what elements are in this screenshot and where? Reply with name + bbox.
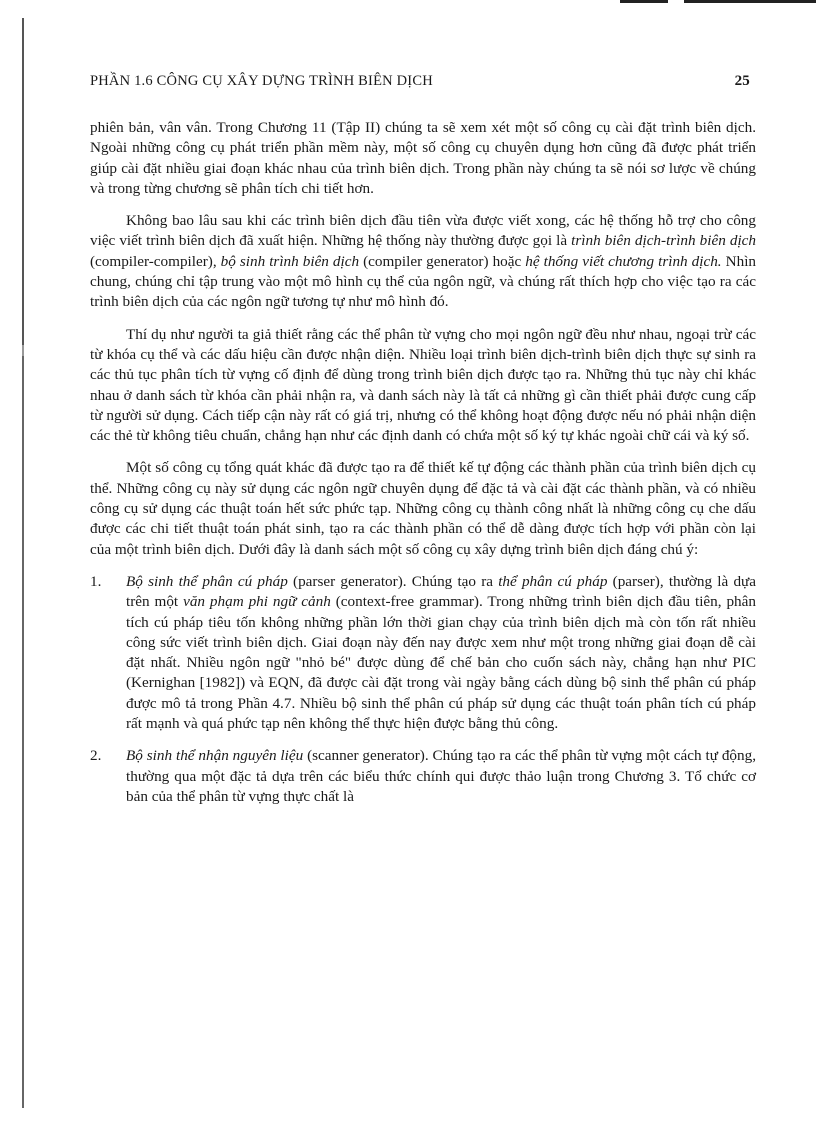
term-compiler-generator: bộ sinh trình biên dịch (220, 252, 360, 270)
paragraph-3: Thí dụ như người ta giả thiết rằng các thể phân từ vựng cho mọi ngôn ngữ đều như nhau, ngoại trừ các từ khóa cụ thể và các dấu hiệu cần được nhận diện. Nhiều loại trình biên dịch-trình biên dịch thực sự sinh ra các thủ tục phân tích từ vựng cố định để dùng trong trình biên dịch được tạo ra. Những thủ tục này chỉ khác nhau ở danh sách từ khóa cần phải nhận ra, và danh sách này là tất cả những gì cần thiết phải được cung cấp từ người sử dụng. Cách tiếp cận này rất có giá trị, nhưng có thể không hoạt động được nếu nó phải nhận diện các thẻ từ không tiêu chuẩn, chẳng hạn như các định danh có chứa một số ký tự khác ngoài chữ cái và ký số. (90, 325, 756, 445)
term-parser: thể phân cú pháp (498, 572, 608, 590)
term-translator-writing-system: hệ thống viết chương trình dịch. (525, 252, 722, 270)
paragraph-4: Một số công cụ tổng quát khác đã được tạo ra để thiết kế tự động các thành phần của trình biên dịch cụ thể. Những công cụ này sử dụng các ngôn ngữ chuyên dụng để đặc tả và cài đặt các thành phần, và có nhiều công cụ sử dụng các thuật toán hết sức phức tạp. Những công cụ thành công nhất là những công cụ che dấu được các chi tiết thuật toán phát sinh, tạo ra các thành phần có thể dễ dàng được tích hợp với phần còn lại của một trình biên dịch. Dưới đây là danh sách một số công cụ xây dựng trình biên dịch đáng chú ý: (90, 459, 756, 558)
term-context-free-grammar: văn phạm phi ngữ cảnh (183, 593, 331, 611)
scan-binding-edge (22, 18, 24, 1108)
tool-list (90, 572, 756, 807)
term-parser-generator: Bộ sinh thể phân cú pháp (126, 572, 288, 590)
list-item-number: 2. (90, 747, 102, 765)
scan-top-mark (620, 0, 668, 3)
term-compiler-compiler: trình biên dịch-trình biên dịch (571, 232, 756, 250)
list-item: 1. Bộ sinh thể phân cú pháp (parser generator). Chúng tạo ra thể phân cú pháp (parser), thường là dựa trên một văn phạm phi ngữ cảnh (context-free grammar). Trong những trình biên dịch đầu tiên, phân tích cú pháp tiêu tốn không những phần lớn thời gian chạy của trình biên dịch mà còn tốn rất nhiều công sức viết trình biên dịch. Giai đoạn này đến nay được xem như một trong những giai đoạn dễ cài đặt nhất. Nhiều ngôn ngữ "nhỏ bé" được dùng để chế bản cho cuốn sách này, chẳng hạn như PIC (Kernighan [1982]) và EQN, đã được cài đặt trong vài ngày bằng cách dùng bộ sinh thể phân cú pháp được mô tả trong Phần 4.7. Nhiều bộ sinh thể phân cú pháp sử dụng các thuật toán phân tích cú pháp rất mạnh và quá phức tạp nên không thể thực hiện được bằng thủ công. (90, 572, 757, 733)
page-body (90, 118, 756, 819)
list-item: 2. Bộ sinh thể nhận nguyên liệu (scanner generator). Chúng tạo ra các thể phân từ vựng một cách tự động, thường qua một đặc tả dựa trên các biểu thức chính qui được thảo luận trong Chương 3. Tổ chức cơ bản của thể phân từ vựng thực chất là (90, 747, 756, 805)
running-header (90, 73, 750, 90)
scan-top-mark (684, 0, 816, 3)
term-scanner-generator: Bộ sinh thể nhận nguyên liệu (126, 747, 304, 765)
paragraph-1: phiên bản, vân vân. Trong Chương 11 (Tập II) chúng ta sẽ xem xét một số công cụ cài đặt trình biên dịch. Ngoài những công cụ phát triển phần mềm này, một số công cụ chuyên dụng hơn cũng đã được phát triển giúp cài đặt nhiều giai đoạn khác nhau của trình biên dịch. Trong phần này chúng ta sẽ nói sơ lược về chúng và trong từng chương sẽ phân tích chi tiết hơn. (90, 119, 756, 197)
paragraph-2: Không bao lâu sau khi các trình biên dịch đầu tiên vừa được viết xong, các hệ thống hỗ trợ cho công việc viết trình biên dịch đã xuất hiện. Những hệ thống này thường được gọi là trình biên dịch-trình biên dịch (compiler-compiler), bộ sinh trình biên dịch (compiler generator) hoặc hệ thống viết chương trình dịch. Nhìn chung, chúng chỉ tập trung vào một mô hình cụ thể của ngôn ngữ, và chúng rất thích hợp cho việc tạo ra các trình biên dịch của các ngôn ngữ tương tự như mô hình đó. (90, 212, 757, 311)
list-item-number: 1. (90, 572, 102, 590)
section-title: PHẦN 1.6 CÔNG CỤ XÂY DỰNG TRÌNH BIÊN DỊCH (90, 73, 433, 89)
page-number: 25 (734, 73, 750, 89)
